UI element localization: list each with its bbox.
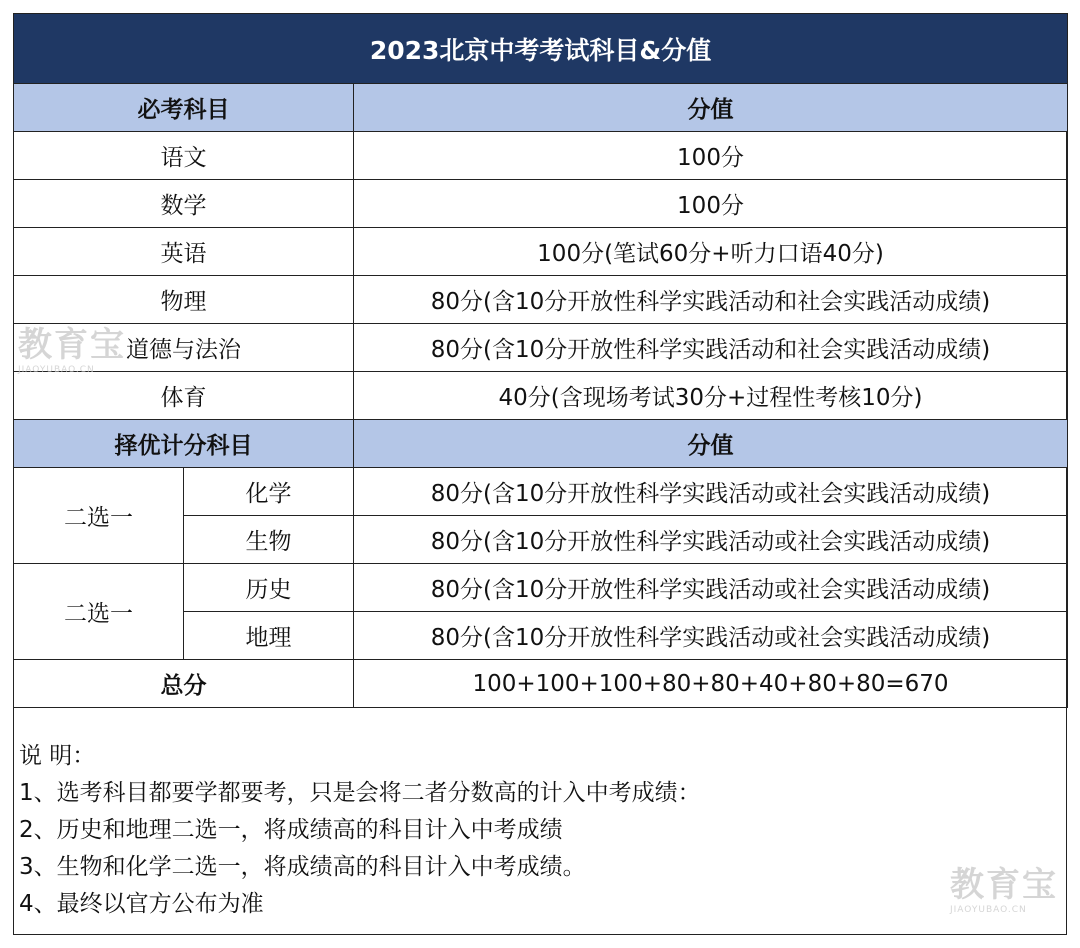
note-line: 3、生物和化学二选一，将成绩高的科目计入中考成绩。 xyxy=(19,854,586,880)
score-cell: 80分(含10分开放性科学实践活动或社会实践活动成绩) xyxy=(354,612,1068,660)
table-row xyxy=(14,564,1068,612)
score-cell: 80分(含10分开放性科学实践活动和社会实践活动成绩) xyxy=(354,324,1068,372)
subject-cell: 地理 xyxy=(184,612,354,660)
score-cell: 80分(含10分开放性科学实践活动或社会实践活动成绩) xyxy=(354,468,1068,516)
subject-cell: 化学 xyxy=(184,468,354,516)
subject-cell: 生物 xyxy=(184,516,354,564)
note-line: 1、选考科目都要学都要考，只是会将二者分数高的计入中考成绩： xyxy=(19,780,701,806)
score-cell: 80分(含10分开放性科学实践活动或社会实践活动成绩) xyxy=(354,564,1068,612)
subject-cell: 英语 xyxy=(14,228,354,276)
total-value: 100+100+100+80+80+40+80+80=670 xyxy=(354,660,1068,708)
table-row xyxy=(14,324,1068,372)
note-line: 2、历史和地理二选一，将成绩高的科目计入中考成绩 xyxy=(19,817,563,843)
table-row xyxy=(14,468,1068,516)
subject-cell: 数学 xyxy=(14,180,354,228)
table-row xyxy=(14,276,1068,324)
notes-section xyxy=(19,738,1059,923)
watermark-name: 教育宝 xyxy=(18,325,126,365)
subject-cell: 语文 xyxy=(14,132,354,180)
watermark-site: JIAOYUBAO.CN xyxy=(950,905,1027,915)
optional-header-row xyxy=(14,420,1068,468)
watermark-logo xyxy=(18,326,126,376)
note-line: 4、最终以官方公布为准 xyxy=(19,891,264,917)
optional-subject-header: 择优计分科目 xyxy=(14,420,354,468)
table-row xyxy=(14,180,1068,228)
score-table xyxy=(13,13,1068,708)
score-cell: 80分(含10分开放性科学实践活动和社会实践活动成绩) xyxy=(354,276,1068,324)
subject-cell: 体育 xyxy=(14,372,354,420)
subject-cell: 历史 xyxy=(184,564,354,612)
group-label-cell: 二选一 xyxy=(14,564,184,660)
table-row xyxy=(14,132,1068,180)
watermark-logo xyxy=(950,866,1058,916)
required-subject-header: 必考科目 xyxy=(14,84,354,132)
required-score-header: 分值 xyxy=(354,84,1068,132)
subject-cell: 道德与法治 xyxy=(14,324,354,372)
table-title: 2023北京中考考试科目&分值 xyxy=(14,14,1068,84)
notes-heading: 说 明： xyxy=(19,743,96,769)
score-cell: 100分(笔试60分+听力口语40分) xyxy=(354,228,1068,276)
required-header-row xyxy=(14,84,1068,132)
table-row xyxy=(14,372,1068,420)
watermark-name: 教育宝 xyxy=(950,865,1058,905)
score-cell: 100分 xyxy=(354,132,1068,180)
title-row xyxy=(14,14,1068,84)
score-cell: 100分 xyxy=(354,180,1068,228)
score-cell: 40分(含现场考试30分+过程性考核10分) xyxy=(354,372,1068,420)
total-row xyxy=(14,660,1068,708)
subject-cell: 物理 xyxy=(14,276,354,324)
table-row xyxy=(14,228,1068,276)
group-label-cell: 二选一 xyxy=(14,468,184,564)
score-cell: 80分(含10分开放性科学实践活动或社会实践活动成绩) xyxy=(354,516,1068,564)
optional-score-header: 分值 xyxy=(354,420,1068,468)
watermark-site: JIAOYUBAO.CN xyxy=(18,365,95,375)
total-label: 总分 xyxy=(14,660,354,708)
